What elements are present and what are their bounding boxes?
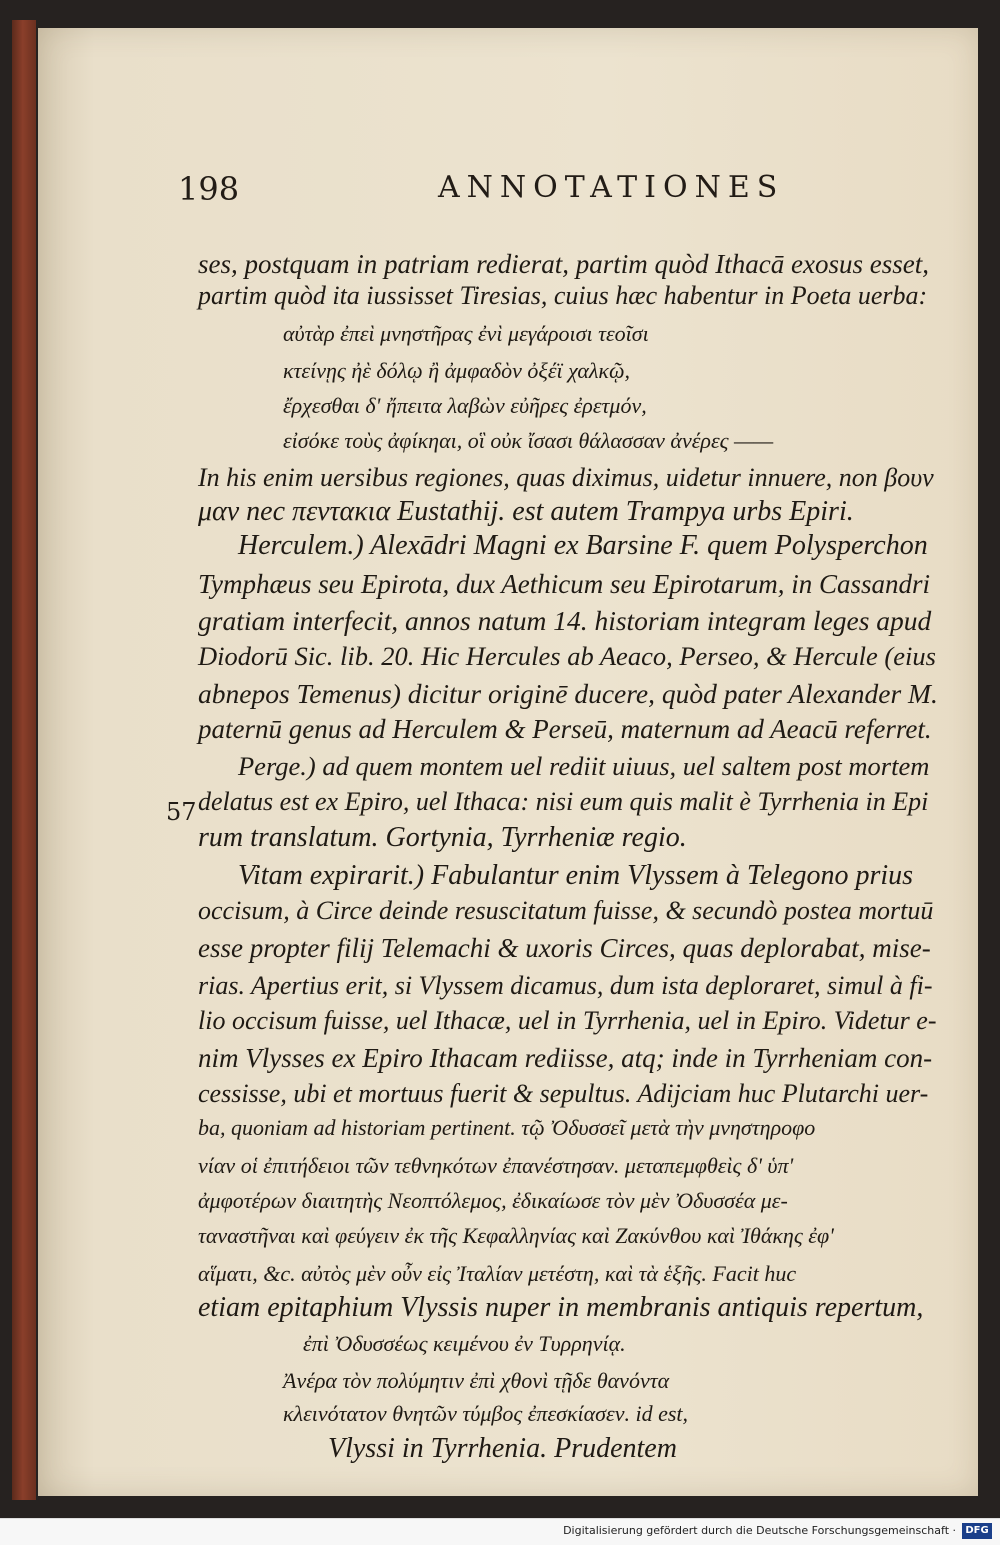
text-line: αὐτὰρ ἐπεὶ μνηστῆρας ἐνὶ μεγάροισι τεοῖσι: [283, 321, 649, 346]
text-line: Vlyssi in Tyrrhenia. Prudentem: [328, 1433, 677, 1464]
running-head: ANNOTATIONES: [438, 170, 785, 205]
text-line: ἔρχεσθαι δ' ἤπειτα λαβὼν εὐῆρες ἐρετμόν,: [283, 393, 647, 418]
text-line: occisum, à Circe deinde resuscitatum fuisse, & secundò postea mortuū: [198, 896, 934, 925]
text-line: rias. Apertius erit, si Vlyssem dicamus, dum ista deploraret, simul à fi-: [198, 971, 933, 1000]
dfg-logo-icon: DFG: [962, 1523, 992, 1539]
text-line: Vitam expirarit.) Fabulantur enim Vlyssem à Telegono prius: [238, 860, 914, 891]
text-line: partim quòd ita iussisset Tiresias, cuius hæc habentur in Poeta uerba:: [198, 281, 928, 310]
text-line: ἀμφοτέρων διαιτητὴς Νεοπτόλεμος, ἐδικαίωσε τὸν μὲν Ὀδυσσέα με-: [198, 1188, 788, 1213]
text-line: delatus est ex Epiro, uel Ithaca: nisi eum quis malit è Tyrrhenia in Epi: [198, 787, 929, 816]
text-line: paternū genus ad Herculem & Perseū, maternum ad Aeacū referret.: [198, 714, 932, 744]
text-line: ses, postquam in patriam redierat, partim quòd Ithacā exosus esset,: [198, 249, 929, 279]
text-line: Tymphæus seu Epirota, dux Aethicum seu Epirotarum, in Cassandri: [198, 569, 930, 599]
book-page: [38, 28, 978, 1496]
footer-bar: [0, 1518, 1000, 1545]
footer-credit: Digitalisierung gefördert durch die Deutsche Forschungsgemeinschaft ·: [563, 1524, 956, 1537]
text-line: Ἀνέρα τὸν πολύμητιν ἐπὶ χθονὶ τῇδε θανόντα: [283, 1368, 670, 1393]
text-line: κλεινότατον θνητῶν τύμβος ἐπεσκίασεν. id est,: [283, 1401, 689, 1426]
text-line: Herculem.) Alexādri Magni ex Barsine F. quem Polysperchon: [238, 530, 928, 561]
text-line: nim Vlysses ex Epiro Ithacam rediisse, atq; inde in Tyrrheniam con-: [198, 1043, 933, 1073]
text-line: ταναστῆναι καὶ φεύγειν ἐκ τῆς Κεφαλληνίας καὶ Ζακύνθου καὶ Ἰθάκης ἐφ': [198, 1223, 834, 1248]
text-line: νίαν οἱ ἐπιτήδειοι τῶν τεθνηκότων ἐπανέστησαν. μεταπεμφθεὶς δ' ὑπ': [198, 1153, 794, 1178]
text-line: cessisse, ubi et mortuus fuerit & sepultus. Adijciam huc Plutarchi uer-: [198, 1079, 929, 1108]
text-line: gratiam interfecit, annos natum 14. historiam integram leges apud: [198, 605, 932, 636]
text-line: etiam epitaphium Vlyssis nuper in membranis antiquis repertum,: [198, 1292, 924, 1323]
text-line: μαν nec πεντακια Eustathij. est autem Trampya urbs Epiri.: [198, 496, 854, 527]
text-line: αἵματι, &c. αὐτὸς μὲν οὖν εἰς Ἰταλίαν μετέστη, καὶ τὰ ἑξῆς. Facit huc: [198, 1261, 797, 1286]
text-line: esse propter filij Telemachi & uxoris Circes, quas deplorabat, mise-: [198, 933, 931, 963]
text-line: rum translatum. Gortynia, Tyrrheniæ regio.: [198, 822, 687, 853]
margin-number: 57: [166, 798, 197, 826]
text-line: ἐπὶ Ὀδυσσέως κειμένου ἐν Τυρρηνίᾳ.: [303, 1331, 626, 1356]
text-line: Perge.) ad quem montem uel rediit uiuus, uel saltem post mortem: [238, 751, 930, 781]
book-binding: [12, 20, 36, 1500]
page-number: 198: [178, 170, 240, 208]
text-line: ba, quoniam ad historiam pertinent. τῷ Ὀδυσσεῖ μετὰ τὴν μνηστηροφο: [198, 1115, 816, 1140]
text-line: lio occisum fuisse, uel Ithacæ, uel in Tyrrhenia, uel in Epiro. Videtur e-: [198, 1006, 937, 1035]
text-line: Diodorū Sic. lib. 20. Hic Hercules ab Aeaco, Perseo, & Hercule (eius: [198, 641, 936, 671]
text-line: abnepos Temenus) dicitur originē ducere, quòd pater Alexander M.: [198, 678, 938, 709]
text-line: κτείνῃς ἠὲ δόλῳ ἢ ἀμφαδὸν ὀξέϊ χαλκῷ,: [283, 358, 630, 383]
text-line: εἰσόκε τοὺς ἀφίκηαι, οἳ οὐκ ἴσασι θάλασσαν ἀνέρες ——: [283, 428, 774, 453]
text-line: In his enim uersibus regiones, quas diximus, uidetur innuere, non βουν: [198, 463, 934, 492]
